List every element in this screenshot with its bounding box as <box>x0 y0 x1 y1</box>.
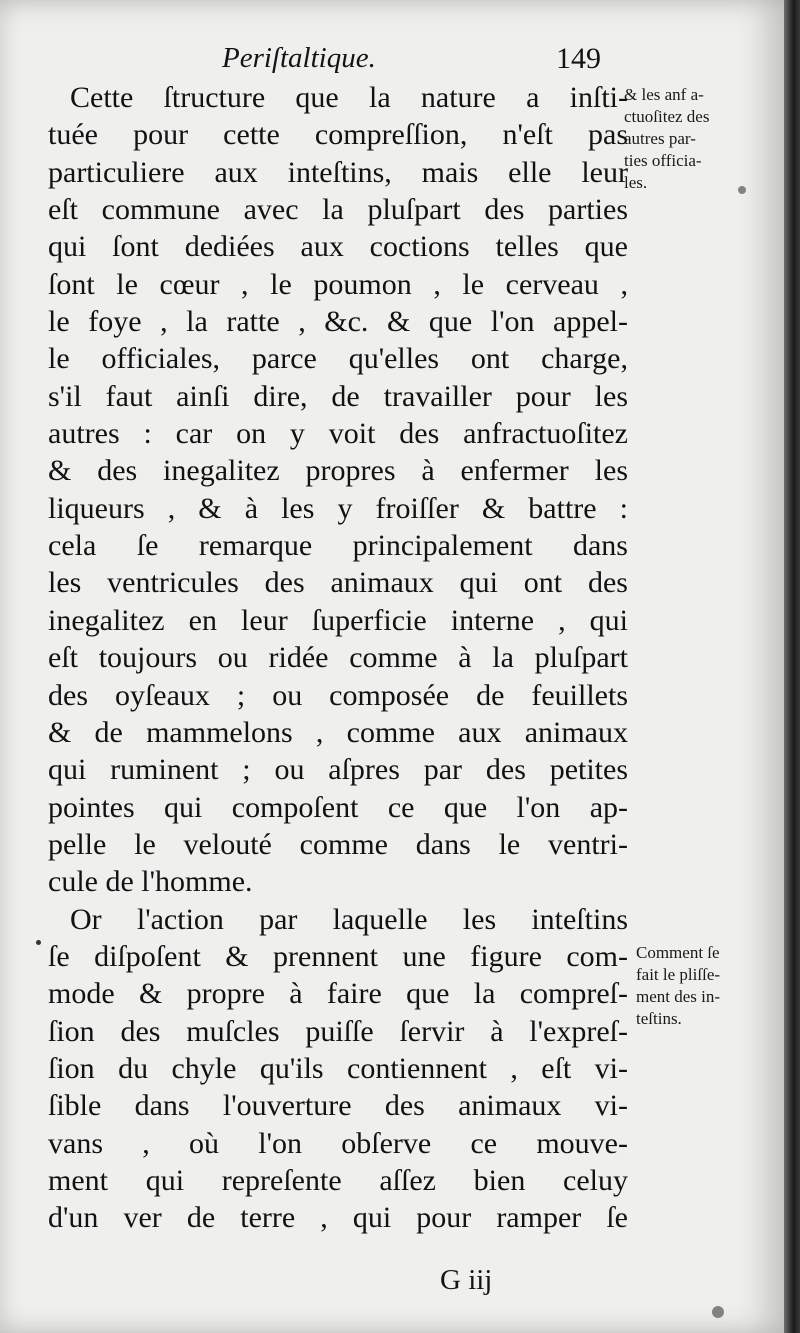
signature-mark: G iij <box>440 1264 493 1296</box>
margin-note-line: & les anf a- <box>624 85 704 104</box>
text-line: ment qui repreſente aſſez bien celuy <box>48 1163 628 1197</box>
margin-note-line: Comment ſe <box>636 943 720 962</box>
text-line: s'il faut ainſi dire, de travailler pour les <box>48 379 628 413</box>
margin-note-line: ctuoſitez des <box>624 107 710 126</box>
text-line: qui ſont dediées aux coctions telles que <box>48 230 628 264</box>
text-line: pointes qui compoſent ce que l'on ap- <box>48 790 628 824</box>
margin-note-folding <box>636 942 786 1030</box>
text-line: ſe diſpoſent & prennent une figure com- <box>48 939 628 973</box>
margin-note-line: les. <box>624 173 648 192</box>
text-line: eſt commune avec la pluſpart des parties <box>48 193 628 227</box>
text-line: Cette ſtructure que la nature a inſti- <box>70 81 628 114</box>
margin-note-line: ties officia- <box>624 151 702 170</box>
text-line: ſion du chyle qu'ils contiennent , eſt vi- <box>48 1051 628 1085</box>
text-line: particuliere aux inteſtins, mais elle leur <box>48 155 628 189</box>
margin-note-line: fait le pliſſe- <box>636 965 721 984</box>
text-line: d'un ver de terre , qui pour ramper ſe <box>48 1201 628 1235</box>
main-text <box>48 79 628 1237</box>
text-line: ſont le cœur , le poumon , le cerveau , <box>48 267 628 301</box>
running-title: Periſtaltique. <box>222 42 376 74</box>
text-line: les ventricules des animaux qui ont des <box>48 566 628 600</box>
margin-note-line: ment des in- <box>636 987 721 1006</box>
text-line: autres : car on y voit des anfractuoſitez <box>48 417 628 451</box>
text-line: vans , où l'on obſerve ce mouve- <box>48 1126 628 1160</box>
text-line: mode & propre à faire que la compreſ- <box>48 977 628 1011</box>
text-line: des oyſeaux ; ou composée de feuillets <box>48 678 628 712</box>
paragraph-1 <box>48 79 628 901</box>
text-line: ſion des muſcles puiſſe ſervir à l'expreſ- <box>48 1014 628 1048</box>
text-line: le officiales, parce qu'elles ont charge, <box>48 342 628 376</box>
text-line: ſible dans l'ouverture des animaux vi- <box>48 1089 628 1123</box>
text-line: Or l'action par laquelle les inteſtins <box>70 902 628 936</box>
book-spine-shadow <box>784 0 800 1333</box>
margin-note-line: autres par- <box>624 129 696 148</box>
ink-speck <box>712 1306 724 1318</box>
ink-speck <box>738 186 746 194</box>
paragraph-mark <box>36 940 41 945</box>
margin-note-anfractuosities <box>624 84 774 194</box>
margin-note-line: teſtins. <box>636 1009 682 1028</box>
text-line: cela ſe remarque principalement dans <box>48 529 628 563</box>
text-line: & de mammelons , comme aux animaux <box>48 715 628 749</box>
text-line: le foye , la ratte , &c. & que l'on appel- <box>48 305 628 339</box>
text-line: qui ruminent ; ou aſpres par des petites <box>48 753 628 787</box>
text-line: pelle le velouté comme dans le ventri- <box>48 827 628 861</box>
text-line: cule de l'homme. <box>48 865 253 899</box>
text-line: tuée pour cette compreſſion, n'eſt pas <box>48 118 628 152</box>
text-line: & des inegalitez propres à enfermer les <box>48 454 628 488</box>
paragraph-2 <box>48 901 628 1237</box>
page-number: 149 <box>556 42 601 75</box>
text-line: liqueurs , & à les y froiſſer & battre : <box>48 491 628 525</box>
text-line: eſt toujours ou ridée comme à la pluſpart <box>48 641 628 675</box>
text-line: inegalitez en leur ſuperficie interne , qui <box>48 603 628 637</box>
